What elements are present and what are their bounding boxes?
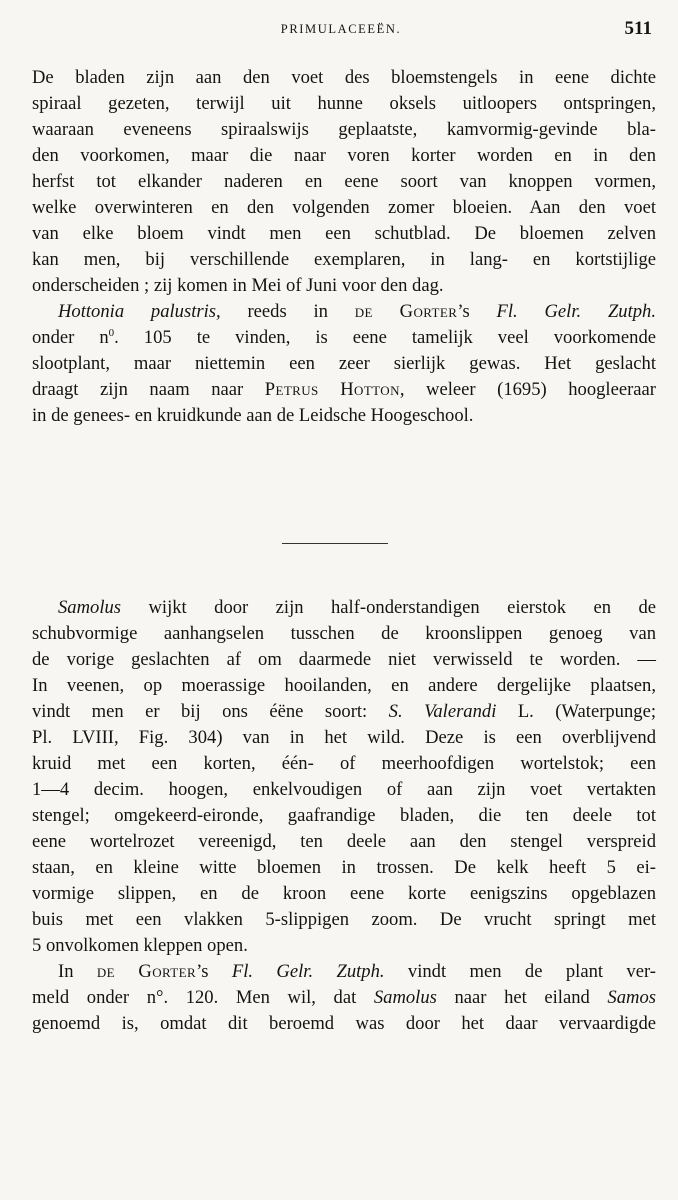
text-run: wijkt door zijn half-onderstandigen eierstok en de (121, 597, 656, 618)
text-line: genoemd is, omdat dit beroemd was door het daar vervaardigde (32, 1013, 656, 1034)
text-line: staan, en kleine witte bloemen in trossen. De kelk heeft 5 ei- (32, 857, 656, 878)
text-line: onderscheiden ; zij komen in Mei of Juni voor den dag. (32, 275, 444, 296)
page-number: 511 (624, 18, 652, 39)
text-line: stengel; omgekeerd-eironde, gaafrandige bladen, die ten deele tot (32, 805, 656, 826)
text-line: schubvormige aanhangselen tusschen de kroonslippen genoeg van (32, 623, 656, 644)
text-line: in de genees- en kruidkunde aan de Leidsche Hoogeschool. (32, 405, 474, 426)
author-small-caps: de (96, 961, 116, 982)
text-run: In (58, 961, 97, 982)
text-line: den voorkomen, maar die naar voren korter worden en in den (32, 145, 656, 166)
text-line (32, 595, 656, 621)
text-line: herfst tot elkander naderen en eene soort van knoppen vormen, (32, 171, 656, 192)
species-name: S. Valerandi (388, 701, 497, 722)
text-run: ’s (196, 961, 232, 982)
text-line: van elke bloem vindt men een schutblad. De bloemen zelven (32, 223, 656, 244)
text-block-top (32, 65, 656, 429)
author-small-caps: de (354, 301, 373, 322)
text-run: meld onder n°. 120. Men wil, dat (32, 987, 374, 1008)
text-run: ’s (457, 301, 497, 322)
text-line: kruid met een korten, één- of meerhoofdigen wortelstok; een (32, 753, 656, 774)
work-title: Fl. Gelr. Zutph. (231, 961, 385, 982)
text-line: vormige slippen, en de kroon eene korte eenigszins opgeblazen (32, 883, 656, 904)
text-line (32, 699, 656, 725)
text-run: , weleer (1695) hoogleeraar (399, 379, 656, 400)
text-line: Pl. LVIII, Fig. 304) van in het wild. Deze is een overblijvend (32, 727, 656, 748)
text-line: slootplant, maar niettemin een zeer sierlijk gewas. Het geslacht (32, 353, 656, 374)
text-line: waaraan eveneens spiraalswijs geplaatste, kamvormig-gevinde bla- (32, 119, 656, 140)
text-run: vindt men er bij ons éëne soort: (32, 701, 389, 722)
text-line: De bladen zijn aan den voet des bloemstengels in eene dichte (32, 67, 656, 88)
text-line: In veenen, op moerassige hooilanden, en andere dergelijke plaatsen, (32, 675, 656, 696)
text-line (32, 299, 656, 325)
species-name: Hottonia palustris, (58, 301, 221, 322)
paragraph-samolus (32, 595, 656, 959)
text-line (32, 985, 656, 1011)
genus-name: Samolus (373, 987, 437, 1008)
text-line: welke overwinteren en den volgenden zomer bloeien. Aan den voet (32, 197, 656, 218)
paragraph-hottonia (32, 299, 656, 429)
text-line: eene wortelrozet vereenigd, ten deele aan den stengel verspreid (32, 831, 656, 852)
text-line: kan men, bij verschillende exemplaren, in lang- en kortstijlige (32, 249, 656, 270)
text-line: 1—4 decim. hoogen, enkelvoudigen of aan zijn voet vertakten (32, 779, 656, 800)
page-header (30, 18, 652, 42)
text-line: buis met een vlakken 5-slippigen zoom. De vrucht springt met (32, 909, 656, 930)
person-small-caps: Hotton (340, 379, 400, 400)
text-line: spiraal gezeten, terwijl uit hunne oksels uitloopers ontspringen, (32, 93, 656, 114)
text-run: . 105 te vinden, is eene tamelijk veel voorkomende (114, 327, 656, 348)
place-name: Samos (607, 987, 656, 1008)
genus-name: Samolus (58, 597, 122, 618)
text-line: de vorige geslachten af om daarmede niet verwisseld te worden. — (32, 649, 656, 670)
running-head: PRIMULACEEËN. (280, 22, 402, 36)
author-small-caps: Gorter (138, 961, 197, 982)
paragraph-leaves (32, 65, 656, 299)
text-run: onder n (32, 327, 109, 348)
text-line (32, 325, 656, 351)
paragraph-gorter-reference (32, 959, 656, 1037)
work-title: Fl. Gelr. Zutph. (496, 301, 656, 322)
text-run: naar het eiland (436, 987, 608, 1008)
text-line (32, 959, 656, 985)
text-block-bottom (32, 595, 656, 1037)
author-small-caps: Gorter (399, 301, 458, 322)
text-run: reeds in (220, 301, 355, 322)
text-line: 5 onvolkomen kleppen open. (32, 935, 248, 956)
text-line (32, 377, 656, 403)
superscript: 0 (108, 326, 115, 339)
section-divider (282, 543, 388, 544)
text-run: L. (Waterpunge; (496, 701, 656, 722)
text-run: vindt men de plant ver- (384, 961, 656, 982)
person-small-caps: Petrus (264, 379, 319, 400)
text-run: draagt zijn naam naar (32, 379, 265, 400)
